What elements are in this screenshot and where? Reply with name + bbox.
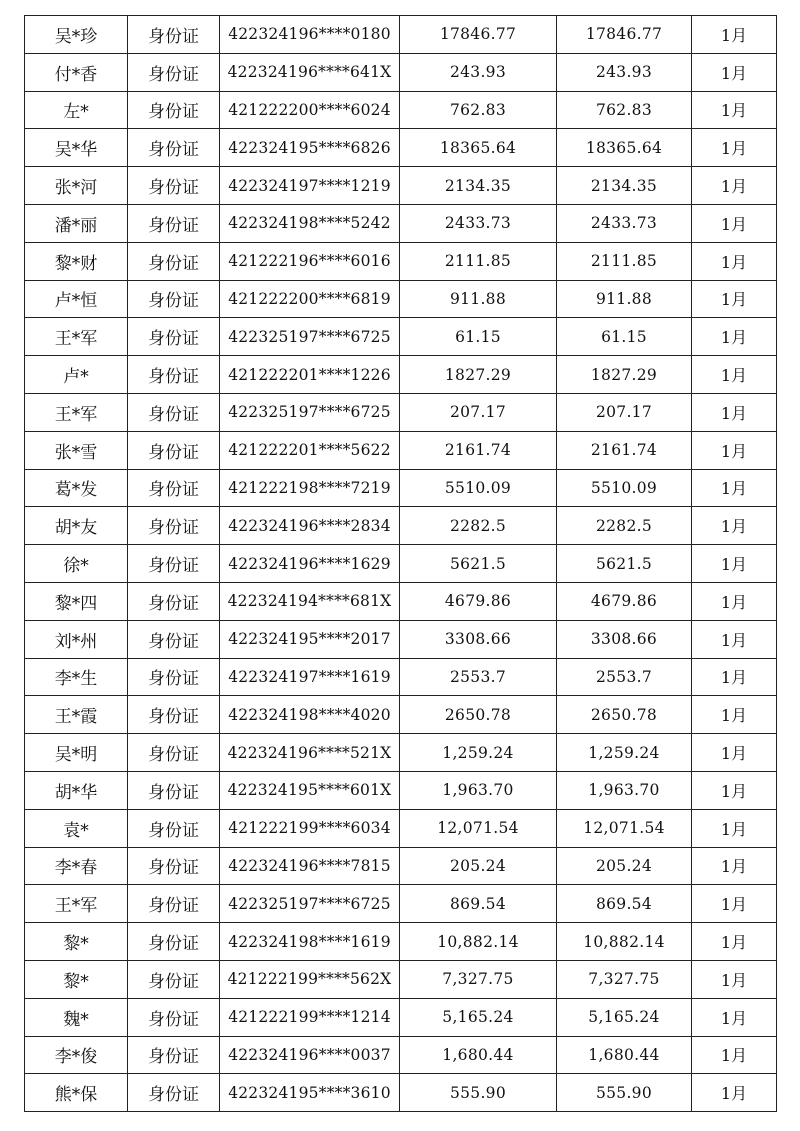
name-cell: 熊*保	[25, 1074, 128, 1112]
amount-cell: 2650.78	[400, 696, 557, 734]
table-row	[25, 923, 777, 961]
id-type-cell: 身份证	[128, 582, 220, 620]
id-number-cell: 422325197****6725	[220, 393, 400, 431]
amount-cell: 2161.74	[400, 431, 557, 469]
table-row	[25, 1036, 777, 1074]
id-type-cell: 身份证	[128, 507, 220, 545]
month-cell: 1月	[692, 885, 777, 923]
id-number-cell: 421222200****6819	[220, 280, 400, 318]
id-type-cell: 身份证	[128, 545, 220, 583]
id-number-cell: 422324195****2017	[220, 620, 400, 658]
month-cell: 1月	[692, 91, 777, 129]
month-cell: 1月	[692, 620, 777, 658]
id-type-cell: 身份证	[128, 960, 220, 998]
amount-paid-cell: 5621.5	[557, 545, 692, 583]
amount-cell: 911.88	[400, 280, 557, 318]
amount-cell: 5,165.24	[400, 998, 557, 1036]
name-cell: 葛*发	[25, 469, 128, 507]
id-number-cell: 422324196****2834	[220, 507, 400, 545]
amount-paid-cell: 3308.66	[557, 620, 692, 658]
table-row	[25, 1074, 777, 1112]
amount-cell: 12,071.54	[400, 809, 557, 847]
month-cell: 1月	[692, 280, 777, 318]
table-row	[25, 129, 777, 167]
month-cell: 1月	[692, 1036, 777, 1074]
month-cell: 1月	[692, 998, 777, 1036]
table-row	[25, 280, 777, 318]
month-cell: 1月	[692, 242, 777, 280]
id-number-cell: 421222199****6034	[220, 809, 400, 847]
amount-paid-cell: 10,882.14	[557, 923, 692, 961]
name-cell: 卢*恒	[25, 280, 128, 318]
id-type-cell: 身份证	[128, 847, 220, 885]
table-row	[25, 167, 777, 205]
table-row	[25, 242, 777, 280]
name-cell: 潘*丽	[25, 204, 128, 242]
id-number-cell: 422324196****7815	[220, 847, 400, 885]
name-cell: 黎*	[25, 960, 128, 998]
amount-cell: 5621.5	[400, 545, 557, 583]
id-type-cell: 身份证	[128, 356, 220, 394]
month-cell: 1月	[692, 545, 777, 583]
table-row	[25, 507, 777, 545]
amount-cell: 1,259.24	[400, 734, 557, 772]
amount-cell: 243.93	[400, 53, 557, 91]
name-cell: 左*	[25, 91, 128, 129]
name-cell: 卢*	[25, 356, 128, 394]
name-cell: 徐*	[25, 545, 128, 583]
amount-paid-cell: 1,963.70	[557, 771, 692, 809]
month-cell: 1月	[692, 16, 777, 54]
table-row	[25, 393, 777, 431]
id-number-cell: 422324197****1619	[220, 658, 400, 696]
id-number-cell: 421222198****7219	[220, 469, 400, 507]
amount-paid-cell: 1,259.24	[557, 734, 692, 772]
id-number-cell: 422324198****4020	[220, 696, 400, 734]
amount-paid-cell: 18365.64	[557, 129, 692, 167]
amount-cell: 2433.73	[400, 204, 557, 242]
id-type-cell: 身份证	[128, 696, 220, 734]
id-type-cell: 身份证	[128, 620, 220, 658]
amount-paid-cell: 12,071.54	[557, 809, 692, 847]
table-row	[25, 91, 777, 129]
amount-cell: 7,327.75	[400, 960, 557, 998]
amount-cell: 2282.5	[400, 507, 557, 545]
id-type-cell: 身份证	[128, 923, 220, 961]
table-row	[25, 318, 777, 356]
name-cell: 李*俊	[25, 1036, 128, 1074]
table-row	[25, 204, 777, 242]
name-cell: 王*霞	[25, 696, 128, 734]
amount-cell: 2111.85	[400, 242, 557, 280]
name-cell: 吴*明	[25, 734, 128, 772]
id-number-cell: 421222201****1226	[220, 356, 400, 394]
amount-cell: 4679.86	[400, 582, 557, 620]
id-number-cell: 422324196****1629	[220, 545, 400, 583]
month-cell: 1月	[692, 469, 777, 507]
name-cell: 袁*	[25, 809, 128, 847]
month-cell: 1月	[692, 696, 777, 734]
id-number-cell: 422325197****6725	[220, 318, 400, 356]
table-row	[25, 771, 777, 809]
table-row	[25, 696, 777, 734]
amount-cell: 1,680.44	[400, 1036, 557, 1074]
id-type-cell: 身份证	[128, 53, 220, 91]
id-number-cell: 422324198****1619	[220, 923, 400, 961]
month-cell: 1月	[692, 356, 777, 394]
amount-paid-cell: 205.24	[557, 847, 692, 885]
id-type-cell: 身份证	[128, 393, 220, 431]
amount-paid-cell: 61.15	[557, 318, 692, 356]
id-number-cell: 422324195****601X	[220, 771, 400, 809]
amount-paid-cell: 869.54	[557, 885, 692, 923]
table-body	[25, 16, 777, 1112]
amount-paid-cell: 2134.35	[557, 167, 692, 205]
month-cell: 1月	[692, 53, 777, 91]
name-cell: 黎*四	[25, 582, 128, 620]
id-type-cell: 身份证	[128, 167, 220, 205]
id-number-cell: 421222196****6016	[220, 242, 400, 280]
id-type-cell: 身份证	[128, 431, 220, 469]
month-cell: 1月	[692, 167, 777, 205]
amount-paid-cell: 5,165.24	[557, 998, 692, 1036]
amount-paid-cell: 5510.09	[557, 469, 692, 507]
month-cell: 1月	[692, 204, 777, 242]
table-row	[25, 809, 777, 847]
name-cell: 付*香	[25, 53, 128, 91]
amount-paid-cell: 762.83	[557, 91, 692, 129]
table-row	[25, 356, 777, 394]
name-cell: 李*生	[25, 658, 128, 696]
amount-paid-cell: 2111.85	[557, 242, 692, 280]
id-number-cell: 422324197****1219	[220, 167, 400, 205]
amount-paid-cell: 4679.86	[557, 582, 692, 620]
id-type-cell: 身份证	[128, 280, 220, 318]
amount-paid-cell: 207.17	[557, 393, 692, 431]
amount-paid-cell: 243.93	[557, 53, 692, 91]
name-cell: 胡*友	[25, 507, 128, 545]
month-cell: 1月	[692, 582, 777, 620]
month-cell: 1月	[692, 507, 777, 545]
table-row	[25, 582, 777, 620]
id-type-cell: 身份证	[128, 129, 220, 167]
amount-cell: 762.83	[400, 91, 557, 129]
name-cell: 吴*珍	[25, 16, 128, 54]
amount-paid-cell: 2161.74	[557, 431, 692, 469]
amount-paid-cell: 2433.73	[557, 204, 692, 242]
month-cell: 1月	[692, 923, 777, 961]
id-type-cell: 身份证	[128, 91, 220, 129]
month-cell: 1月	[692, 847, 777, 885]
amount-cell: 10,882.14	[400, 923, 557, 961]
amount-cell: 2553.7	[400, 658, 557, 696]
id-type-cell: 身份证	[128, 1074, 220, 1112]
id-number-cell: 422324195****6826	[220, 129, 400, 167]
name-cell: 王*军	[25, 318, 128, 356]
id-type-cell: 身份证	[128, 809, 220, 847]
amount-cell: 5510.09	[400, 469, 557, 507]
table-row	[25, 53, 777, 91]
name-cell: 李*春	[25, 847, 128, 885]
table-row	[25, 847, 777, 885]
amount-paid-cell: 555.90	[557, 1074, 692, 1112]
month-cell: 1月	[692, 809, 777, 847]
amount-cell: 61.15	[400, 318, 557, 356]
amount-paid-cell: 2650.78	[557, 696, 692, 734]
name-cell: 张*河	[25, 167, 128, 205]
name-cell: 吴*华	[25, 129, 128, 167]
id-type-cell: 身份证	[128, 318, 220, 356]
id-number-cell: 422324196****0180	[220, 16, 400, 54]
name-cell: 魏*	[25, 998, 128, 1036]
table-row	[25, 431, 777, 469]
id-number-cell: 422324195****3610	[220, 1074, 400, 1112]
amount-paid-cell: 2282.5	[557, 507, 692, 545]
id-type-cell: 身份证	[128, 469, 220, 507]
amount-cell: 1827.29	[400, 356, 557, 394]
amount-cell: 18365.64	[400, 129, 557, 167]
id-number-cell: 421222201****5622	[220, 431, 400, 469]
id-type-cell: 身份证	[128, 998, 220, 1036]
amount-paid-cell: 1827.29	[557, 356, 692, 394]
month-cell: 1月	[692, 960, 777, 998]
id-type-cell: 身份证	[128, 734, 220, 772]
month-cell: 1月	[692, 1074, 777, 1112]
name-cell: 黎*	[25, 923, 128, 961]
table-row	[25, 545, 777, 583]
name-cell: 胡*华	[25, 771, 128, 809]
month-cell: 1月	[692, 431, 777, 469]
month-cell: 1月	[692, 318, 777, 356]
name-cell: 王*军	[25, 393, 128, 431]
table-row	[25, 658, 777, 696]
month-cell: 1月	[692, 771, 777, 809]
id-number-cell: 421222199****562X	[220, 960, 400, 998]
amount-cell: 555.90	[400, 1074, 557, 1112]
id-number-cell: 422325197****6725	[220, 885, 400, 923]
name-cell: 张*雪	[25, 431, 128, 469]
month-cell: 1月	[692, 658, 777, 696]
id-number-cell: 421222199****1214	[220, 998, 400, 1036]
month-cell: 1月	[692, 393, 777, 431]
name-cell: 王*军	[25, 885, 128, 923]
table-row	[25, 960, 777, 998]
amount-cell: 869.54	[400, 885, 557, 923]
name-cell: 刘*州	[25, 620, 128, 658]
id-number-cell: 422324196****521X	[220, 734, 400, 772]
id-type-cell: 身份证	[128, 16, 220, 54]
id-type-cell: 身份证	[128, 242, 220, 280]
table-row	[25, 998, 777, 1036]
id-type-cell: 身份证	[128, 1036, 220, 1074]
id-type-cell: 身份证	[128, 204, 220, 242]
id-number-cell: 422324198****5242	[220, 204, 400, 242]
table-row	[25, 16, 777, 54]
amount-paid-cell: 2553.7	[557, 658, 692, 696]
id-number-cell: 422324194****681X	[220, 582, 400, 620]
payment-table	[24, 15, 777, 1112]
id-type-cell: 身份证	[128, 885, 220, 923]
amount-cell: 207.17	[400, 393, 557, 431]
id-number-cell: 422324196****0037	[220, 1036, 400, 1074]
month-cell: 1月	[692, 129, 777, 167]
amount-cell: 205.24	[400, 847, 557, 885]
id-type-cell: 身份证	[128, 771, 220, 809]
id-type-cell: 身份证	[128, 658, 220, 696]
table-row	[25, 620, 777, 658]
amount-cell: 2134.35	[400, 167, 557, 205]
amount-paid-cell: 17846.77	[557, 16, 692, 54]
amount-cell: 3308.66	[400, 620, 557, 658]
table-row	[25, 734, 777, 772]
amount-cell: 17846.77	[400, 16, 557, 54]
amount-cell: 1,963.70	[400, 771, 557, 809]
month-cell: 1月	[692, 734, 777, 772]
id-number-cell: 422324196****641X	[220, 53, 400, 91]
amount-paid-cell: 7,327.75	[557, 960, 692, 998]
id-number-cell: 421222200****6024	[220, 91, 400, 129]
amount-paid-cell: 1,680.44	[557, 1036, 692, 1074]
table-row	[25, 885, 777, 923]
table-row	[25, 469, 777, 507]
name-cell: 黎*财	[25, 242, 128, 280]
amount-paid-cell: 911.88	[557, 280, 692, 318]
